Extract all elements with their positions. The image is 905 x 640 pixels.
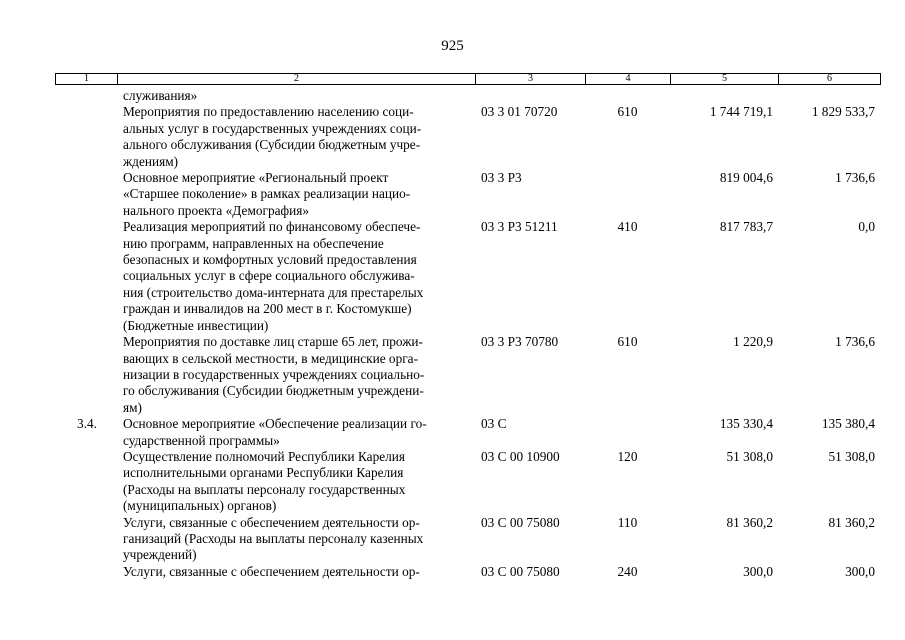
header-col-2: 2 <box>118 74 476 85</box>
cell-c6 <box>778 88 880 104</box>
cell-c2: Мероприятия по доставке лиц старше 65 лет, прожи- вающих в сельской местности, в медицинские орга- низации в государственных учреждениях социально- го обслуживания (Субсидии бюджетным учреждени- ям) <box>123 334 425 415</box>
cell-c1 <box>55 219 117 334</box>
header-col-3: 3 <box>476 74 586 85</box>
cell-c6: 51 308,0 <box>828 448 875 464</box>
table-row <box>55 515 880 564</box>
header-col-4: 4 <box>586 74 671 85</box>
cell-c5: 1 744 719,1 <box>709 104 773 120</box>
table-row <box>55 219 880 334</box>
cell-c5: 819 004,6 <box>719 170 773 186</box>
cell-c2: Услуги, связанные с обеспечением деятельности ор- ганизаций (Расходы на выплаты персоналу казенных учреждений) <box>123 514 424 563</box>
header-col-1: 1 <box>56 74 118 85</box>
cell-c6: 1 829 533,7 <box>811 104 875 120</box>
cell-c2: служивания» <box>123 88 198 103</box>
cell-c3: 03 3 P3 70780 <box>481 334 559 350</box>
cell-c4 <box>585 416 670 449</box>
cell-c6: 0,0 <box>858 219 875 235</box>
cell-c2: Осуществление полномочий Республики Карелия исполнительными органами Республики Карелия (Расходы на выплаты персоналу государственных (муниципальных) органов) <box>123 448 406 514</box>
cell-c3: 03 С 00 10900 <box>481 448 560 464</box>
cell-c5: 817 783,7 <box>719 219 773 235</box>
cell-c1 <box>55 334 117 416</box>
table-row <box>55 449 880 515</box>
cell-c3: 03 С 00 75080 <box>481 563 560 579</box>
cell-c1 <box>55 515 117 564</box>
cell-c6: 1 736,6 <box>835 334 875 350</box>
cell-c4 <box>585 88 670 104</box>
budget-table <box>55 88 880 580</box>
page-number: 925 <box>441 38 464 54</box>
cell-c2: Мероприятия по предоставлению населению соци- альных услуг в государственных учреждениях соци- ального обслуживания (Субсидии бюджетным учре- ждениям) <box>123 104 422 169</box>
cell-c2: Основное мероприятие «Обеспечение реализации го- сударственной программы» <box>123 416 427 448</box>
cell-c3: 03 С <box>481 416 507 432</box>
cell-c4 <box>585 170 670 219</box>
table-row <box>55 564 880 580</box>
cell-c3: 03 3 P3 51211 <box>481 219 558 235</box>
cell-c4: 610 <box>617 334 638 350</box>
cell-c2: Основное мероприятие «Региональный проект «Старшее поколение» в рамках реализации нацио- нального проекта «Демография» <box>123 170 411 218</box>
cell-c5: 135 330,4 <box>719 416 773 432</box>
cell-c5 <box>670 88 778 104</box>
cell-c1 <box>55 104 117 170</box>
cell-c5: 81 360,2 <box>726 514 773 530</box>
table-row <box>55 104 880 170</box>
cell-c6: 300,0 <box>845 563 875 579</box>
header-col-6: 6 <box>779 74 881 85</box>
cell-c3: 03 С 00 75080 <box>481 514 560 530</box>
table-row <box>55 170 880 219</box>
cell-c4: 120 <box>617 448 638 464</box>
cell-c6: 81 360,2 <box>828 514 875 530</box>
cell-c1 <box>55 170 117 219</box>
header-col-5: 5 <box>671 74 779 85</box>
table-header <box>55 73 881 85</box>
cell-c4: 240 <box>617 563 638 579</box>
cell-c1: 3.4. <box>77 416 97 432</box>
table-row <box>55 88 880 104</box>
header-row <box>56 74 881 85</box>
cell-c4: 110 <box>617 514 638 530</box>
cell-c1 <box>55 564 117 580</box>
table-row <box>55 334 880 416</box>
cell-c4: 610 <box>617 104 638 120</box>
cell-c5: 1 220,9 <box>733 334 773 350</box>
cell-c3: 03 3 01 70720 <box>481 104 558 120</box>
cell-c3 <box>475 88 585 104</box>
cell-c2: Реализация мероприятий по финансовому обеспече- нию программ, направленных на обеспечение безопасных и комфортных условий предоставления социальных услуг в сфере социального обслужива- ния (строительство дома-интерната для престарелых граждан и инвалидов на 200 мест в г. Костомукше) (Бюджетные инвестиции) <box>123 219 424 333</box>
cell-c6: 135 380,4 <box>821 416 875 432</box>
cell-c2: Услуги, связанные с обеспечением деятельности ор- <box>123 563 420 579</box>
table-row <box>55 416 880 449</box>
cell-c1 <box>55 88 117 104</box>
cell-c4: 410 <box>617 219 638 235</box>
cell-c3: 03 3 P3 <box>481 170 522 186</box>
cell-c5: 51 308,0 <box>726 448 773 464</box>
cell-c6: 1 736,6 <box>835 170 875 186</box>
cell-c1 <box>55 449 117 515</box>
cell-c5: 300,0 <box>743 563 773 579</box>
